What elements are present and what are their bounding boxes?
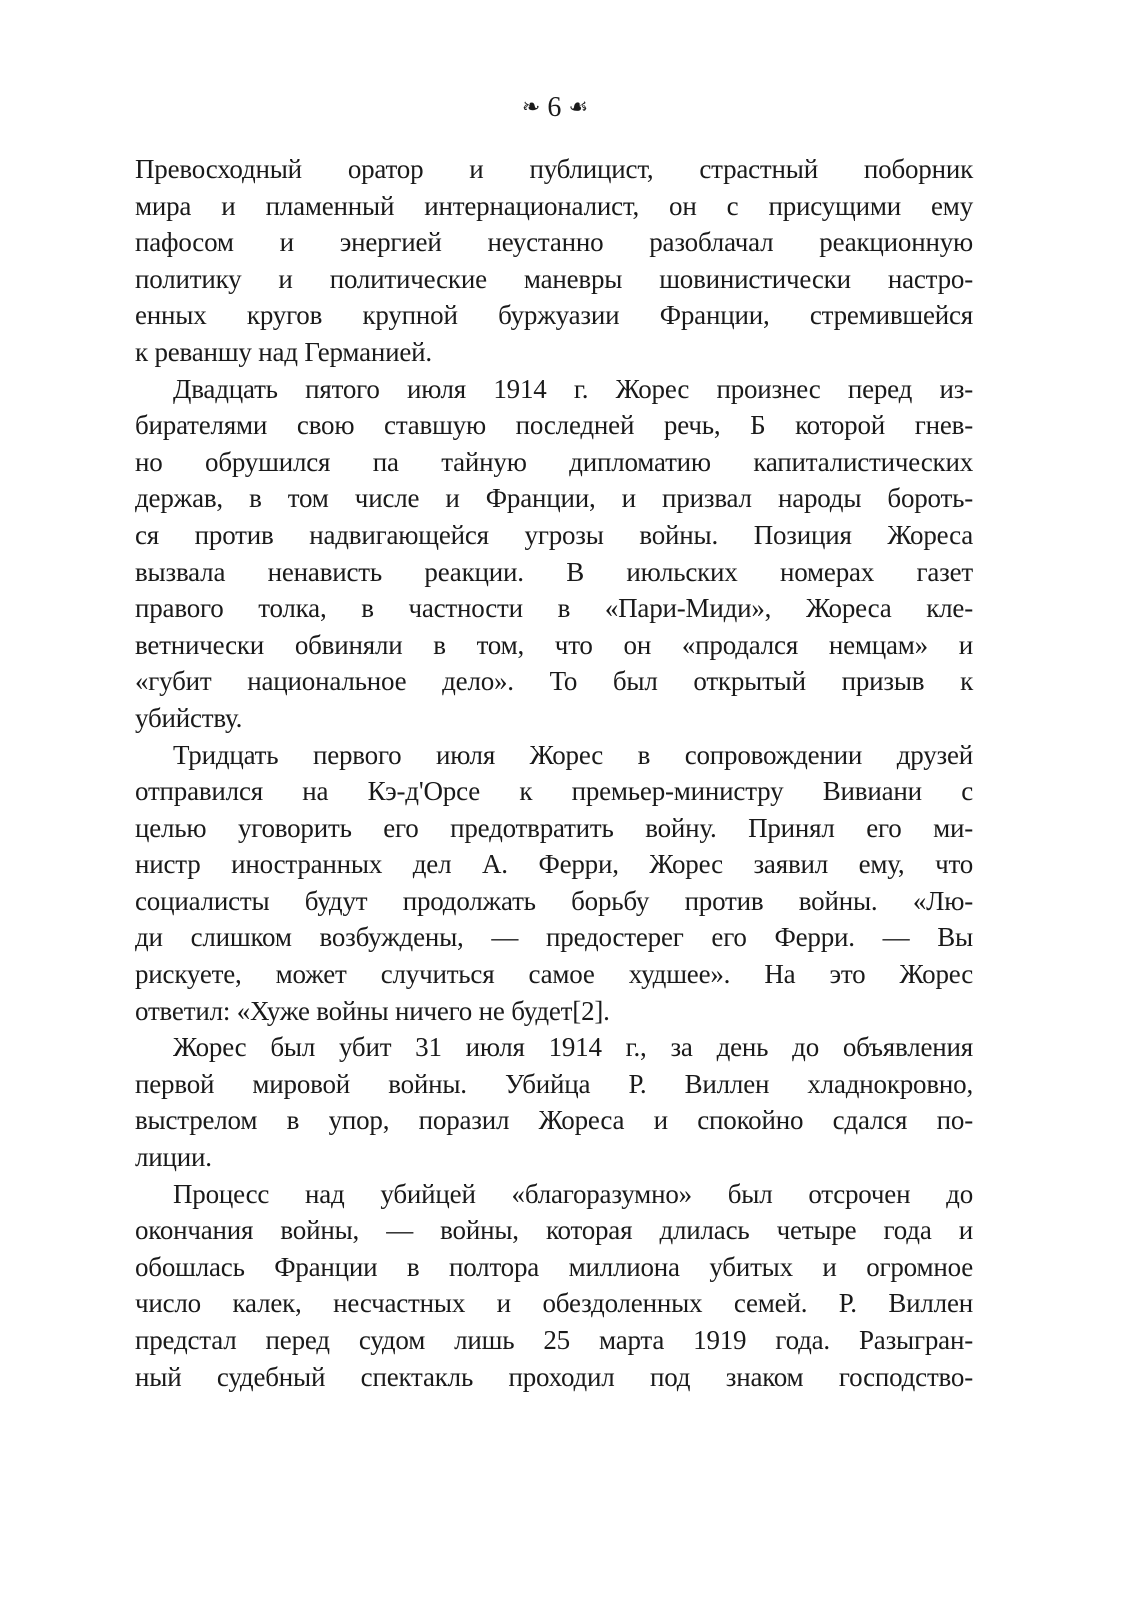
paragraph	[135, 1176, 973, 1396]
text-line: число калек, несчастных и обездоленных семей. Р. Виллен	[135, 1288, 973, 1319]
text-line: ветнически обвиняли в том, что он «продался немцам» и	[135, 629, 973, 660]
text-line: пафосом и энергией неустанно разоблачал реакционную	[135, 227, 973, 258]
paragraph	[135, 737, 973, 1030]
text-line: рискуете, может случиться самое худшее». На это Жорес	[135, 959, 973, 990]
text-line: мира и пламенный интернационалист, он с присущими ему	[135, 190, 973, 221]
text-line: к реваншу над Германией.	[135, 336, 432, 367]
text-line: Процесс над убийцей «благоразумно» был отсрочен до	[173, 1178, 973, 1209]
paragraph	[135, 1029, 973, 1175]
text-line: окончания войны, — войны, которая длилась четыре года и	[135, 1215, 973, 1246]
body-text	[135, 151, 973, 1395]
ornament-right-icon: ☙	[568, 95, 589, 120]
text-line: политику и политические маневры шовинистически настро-	[135, 263, 973, 294]
text-line: Жорес был убит 31 июля 1914 г., за день до объявления	[173, 1032, 973, 1063]
page-number: 6	[547, 92, 562, 123]
text-line: вызвала ненависть реакции. В июльских номерах газет	[135, 556, 973, 587]
paragraph	[135, 371, 973, 737]
text-line: держав, в том числе и Франции, и призвал народы бороть-	[135, 483, 973, 514]
text-line: социалисты будут продолжать борьбу против войны. «Лю-	[135, 885, 973, 916]
text-line: предстал перед судом лишь 25 марта 1919 года. Разыгран-	[135, 1325, 973, 1355]
text-line: правого толка, в частности в «Пари-Миди», Жореса кле-	[135, 593, 973, 624]
text-line: ный судебный спектакль проходил под знаком господство-	[135, 1361, 973, 1392]
text-line: нистр иностранных дел А. Ферри, Жорес заявил ему, что	[135, 849, 973, 880]
text-line: первой мировой войны. Убийца Р. Виллен хладнокровно,	[135, 1068, 973, 1099]
text-line: лиции.	[135, 1142, 212, 1173]
text-line: бирателями свою ставшую последней речь, Б которой гнев-	[135, 410, 973, 441]
text-line: ответил: «Хуже войны ничего не будет[2].	[135, 995, 610, 1026]
text-line: обошлась Франции в полтора миллиона убитых и огромное	[135, 1251, 973, 1282]
text-line: целью уговорить его предотвратить войну. Принял его ми-	[135, 812, 973, 843]
text-line: енных кругов крупной буржуазии Франции, стремившейся	[135, 300, 973, 331]
text-line: «губит национальное дело». То был открытый призыв к	[135, 666, 973, 697]
paragraph	[135, 151, 973, 371]
text-line: ся против надвигающейся угрозы войны. Позиция Жореса	[135, 519, 973, 550]
text-line: отправился на Кэ-д'Орсе к премьер-министру Вивиани с	[135, 776, 973, 807]
text-line: Тридцать первого июля Жорес в сопровождении друзей	[173, 739, 973, 770]
ornament-left-icon: ❧	[521, 95, 541, 120]
text-line: Двадцать пятого июля 1914 г. Жорес произнес перед из-	[173, 373, 973, 404]
text-line: выстрелом в упор, поразил Жореса и спокойно сдался по-	[135, 1105, 973, 1136]
text-line: но обрушился па тайную дипломатию капиталистических	[135, 446, 973, 477]
page-header	[0, 88, 1110, 128]
text-line: убийству.	[135, 702, 243, 733]
text-line: Превосходный оратор и публицист, страстный поборник	[135, 154, 973, 184]
text-line: ди слишком возбуждены, — предостерег его Ферри. — Вы	[135, 922, 973, 953]
